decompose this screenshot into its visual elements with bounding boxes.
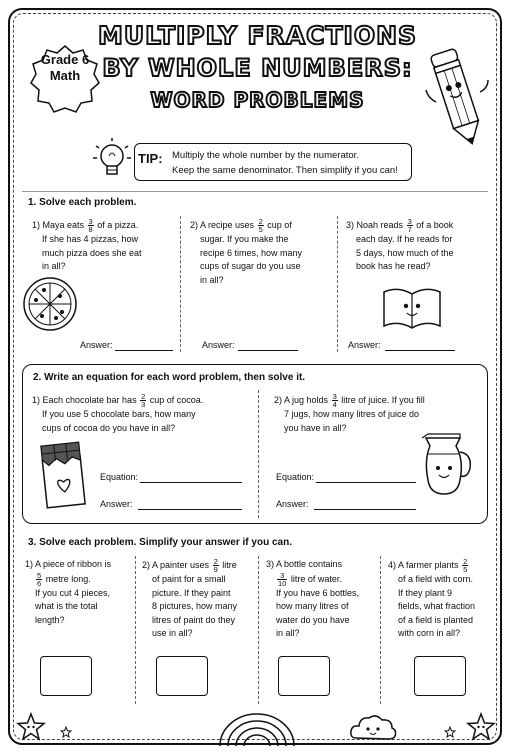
section-1-divider-1: [180, 216, 181, 352]
section-3-title: 3. Solve each problem. Simplify your answer if you can.: [28, 537, 292, 548]
grade-line-2: Math: [49, 68, 81, 83]
star-icon: [466, 712, 496, 742]
section-3-divider-1: [135, 556, 136, 704]
s3-answer-box-2[interactable]: [156, 656, 208, 696]
s1-answer-label-2: Answer:: [202, 340, 235, 350]
s2-question-2: 2) A jug holds $\frac{3}{4}$ litre of juice. If you fill 7 jugs, how many litres of juice do you have in all?: [274, 392, 425, 433]
s2-answer-label-2: Answer:: [276, 499, 309, 509]
small-star-icon: [444, 726, 456, 738]
s3-answer-box-4[interactable]: [414, 656, 466, 696]
book-icon: [380, 284, 444, 334]
s2-equation-label-2: Equation:: [276, 472, 315, 482]
s1-answer-label-3: Answer:: [348, 340, 381, 350]
s1-question-3: 3) Noah reads $\frac{3}{7}$ of a book each day. If he reads for 5 days, how much of the book has he read?: [346, 217, 454, 271]
star-icon: [16, 712, 46, 742]
rainbow-icon: [212, 708, 302, 748]
page-title: [95, 20, 420, 116]
s2-answer-line-2[interactable]: [314, 509, 416, 510]
section-2-title: 2. Write an equation for each word problem, then solve it.: [33, 372, 306, 383]
s2-equation-line-2[interactable]: [316, 482, 416, 483]
grade-line-1: Grade 6: [40, 52, 90, 67]
s1-answer-label-1: Answer:: [80, 340, 113, 350]
tip-text: [172, 148, 398, 178]
pizza-icon: [22, 276, 78, 332]
s2-answer-line-1[interactable]: [138, 509, 242, 510]
s1-question-2: 2) A recipe uses $\frac{2}{5}$ cup of sugar. If you make the recipe 6 times, how many cups of sugar do you use in all?: [190, 217, 303, 285]
s3-answer-box-3[interactable]: [278, 656, 330, 696]
chocolate-bar-icon: [38, 440, 88, 510]
tip-line-2: Keep the same denominator. Then simplify if you can!: [172, 165, 398, 176]
section-3-divider-3: [380, 556, 381, 704]
tip-label: TIP:: [138, 151, 163, 166]
section-2-divider: [258, 390, 259, 518]
title-line-1: MULTIPLY FRACTIONS: [97, 21, 418, 50]
s1-answer-line-1[interactable]: [115, 350, 173, 351]
small-star-icon: [60, 726, 72, 738]
title-line-3: WORD PROBLEMS: [150, 88, 365, 112]
s1-answer-line-3[interactable]: [385, 350, 455, 351]
s2-question-1: 1) Each chocolate bar has $\frac{2}{3}$ cup of cocoa. If you use 5 chocolate bars, how many cups of cocoa do you have in all?: [32, 392, 204, 433]
s1-answer-line-2[interactable]: [238, 350, 298, 351]
s2-equation-line-1[interactable]: [140, 482, 242, 483]
s3-answer-box-1[interactable]: [40, 656, 92, 696]
s3-question-3: 3) A bottle contains $\frac{3}{10}$ litre of water. If you have 6 bottles, how many litres of water do you have in all?: [266, 559, 360, 638]
s3-question-2: 2) A painter uses $\frac{2}{9}$ litre of paint for a small picture. If they paint 8 pictures, how many litres of paint do they use in all?: [142, 557, 238, 638]
lightbulb-icon: [92, 136, 132, 186]
juice-jug-icon: [414, 430, 474, 500]
s3-question-1: 1) A piece of ribbon is $\frac{5}{6}$ metre long. If you cut 4 pieces, what is the total length?: [25, 559, 112, 625]
section-3-divider-2: [258, 556, 259, 704]
pencil-mascot-icon: [422, 42, 492, 152]
tip-line-1: Multiply the whole number by the numerator.: [172, 150, 359, 161]
grade-label: [30, 52, 100, 84]
section-1-title: 1. Solve each problem.: [28, 197, 137, 208]
s3-question-4: 4) A farmer plants $\frac{2}{5}$ of a field with corn. If they plant 9 fields, what fraction of a field is planted with corn in all?: [388, 557, 476, 638]
s2-answer-label-1: Answer:: [100, 499, 133, 509]
s2-equation-label-1: Equation:: [100, 472, 139, 482]
s1-question-1: 1) Maya eats $\frac{3}{8}$ of a pizza. If she has 4 pizzas, how much pizza does she eat in all?: [32, 217, 142, 271]
section-1-divider-2: [337, 216, 338, 352]
cloud-icon: [348, 712, 398, 742]
section-divider: [22, 191, 488, 192]
title-line-2: BY WHOLE NUMBERS:: [102, 54, 413, 82]
